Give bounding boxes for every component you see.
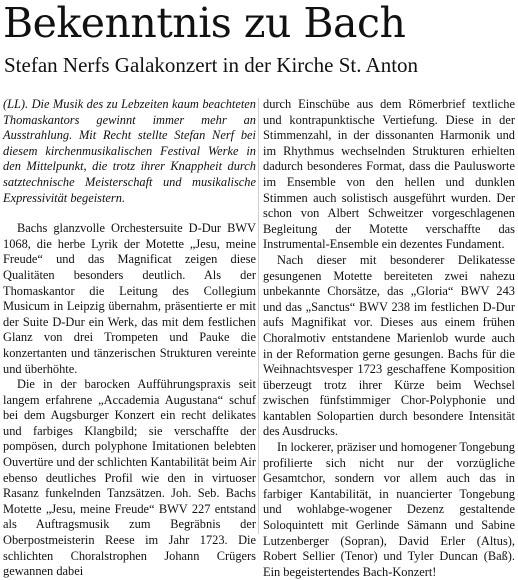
body-paragraph: Die in der barocken Aufführungspraxis seit langem erfahrene „Accademia Augustana“ schuf bei dem Augsburger Konzert ein recht delikates und farbiges Klangbild; sie verschaffte der pompösen, durch polyphone Imitationen belebten Ouvertüre und der schlichten Kantabilität beim Air ebenso deutliches Profil wie den in virtuoser Rasanz funkelnden Tanzsätzen. Joh. Seb. Bachs Motette „Jesu, meine Freude“ BWV 227 entstand als Auftragsmusik zum Begräbnis der Oberpostmeisterin Reese im Jahr 1723. Die schlichten Choralstrophen Johann Crügers gewannen dabei xyxy=(3,377,256,579)
article-column-right xyxy=(263,97,515,580)
article-subheadline: Stefan Nerfs Galakonzert in der Kirche St. Anton xyxy=(4,53,419,77)
body-paragraph: durch Einschübe aus dem Römerbrief textliche und kontrapunktische Vertiefung. Diese in der Stimmenzahl, in der dissonanten Harmonik und im Rhythmus wechselnden Strukturen erhielten dadurch besonderes Format, dass die Paulusworte im Ensemble von den hellen und dunklen Stimmen auch solistisch ausgeführt wurden. Der schon von Albert Schweitzer vorgeschlagenen Begleitung der Motette verschaffte das Instrumental-Ensemble ein dezentes Fundament. xyxy=(263,97,515,252)
article-headline: Bekenntnis zu Bach xyxy=(3,0,406,47)
column-divider xyxy=(258,98,259,534)
body-paragraph: Nach dieser mit besonderer Delikatesse gesungenen Motette bereiteten zwei nahezu unbekannte Chorsätze, das „Gloria“ BWV 243 und das „Sanctus“ BWV 238 im festlichen D-Dur aufs Magnifikat vor. Dieses aus einem frühen Choralmotiv entstandene Marienlob wurde auch in der Reformation gerne gesungen. Bachs für die Weihnachtsvesper 1723 geschaffene Komposition überzeugt trotz ihrer Kürze beim Wechsel zwischen fünfstimmiger Chor-Polyphonie und kantablen Solopartien durch besondere Intensität des Ausdrucks. xyxy=(263,252,515,439)
body-paragraph: Bachs glanzvolle Orchestersuite D-Dur BWV 1068, die herbe Lyrik der Motette „Jesu, meine Freude“ und das Magnificat zeigen diese Qualitäten besonders deutlich. Als der Thomaskantor die Leitung des Collegium Musicum in Leipzig übernahm, präsentierte er mit der Suite D-Dur ein Werk, das mit dem festlichen Glanz von drei Trompeten und Pauke die konzertanten und tänzerischen Strukturen vereinte und überhöhte. xyxy=(3,221,256,376)
body-paragraph: In lockerer, präziser und homogener Tongebung profilierte sich nicht nur der vorzügliche Gesamtchor, sondern vor allem auch das in farbiger Kantabilität, in nuancierter Tongebung und wohlabge-wogener Dezenz gestaltende Soloquintett mit Gerlinde Sämann und Sabine Lutzenberger (Sopran), David Erler (Altus), Robert Sellier (Tenor) und Tyler Duncan (Baß). Ein begeistertendes Bach-Konzert! xyxy=(263,440,515,579)
article-lead: (LL). Die Musik des zu Lebzeiten kaum beachteten Thomaskantors gewinnt immer mehr an Ausstrahlung. Mit Recht stellte Stefan Nerf bei diesem kirchenmusikalischen Festival Werke in den Mittelpunkt, die trotz ihrer Knappheit durch satztechnische Meisterschaft und musikalische Expressivität begeistern. xyxy=(3,97,256,205)
article-column-left xyxy=(3,97,256,580)
